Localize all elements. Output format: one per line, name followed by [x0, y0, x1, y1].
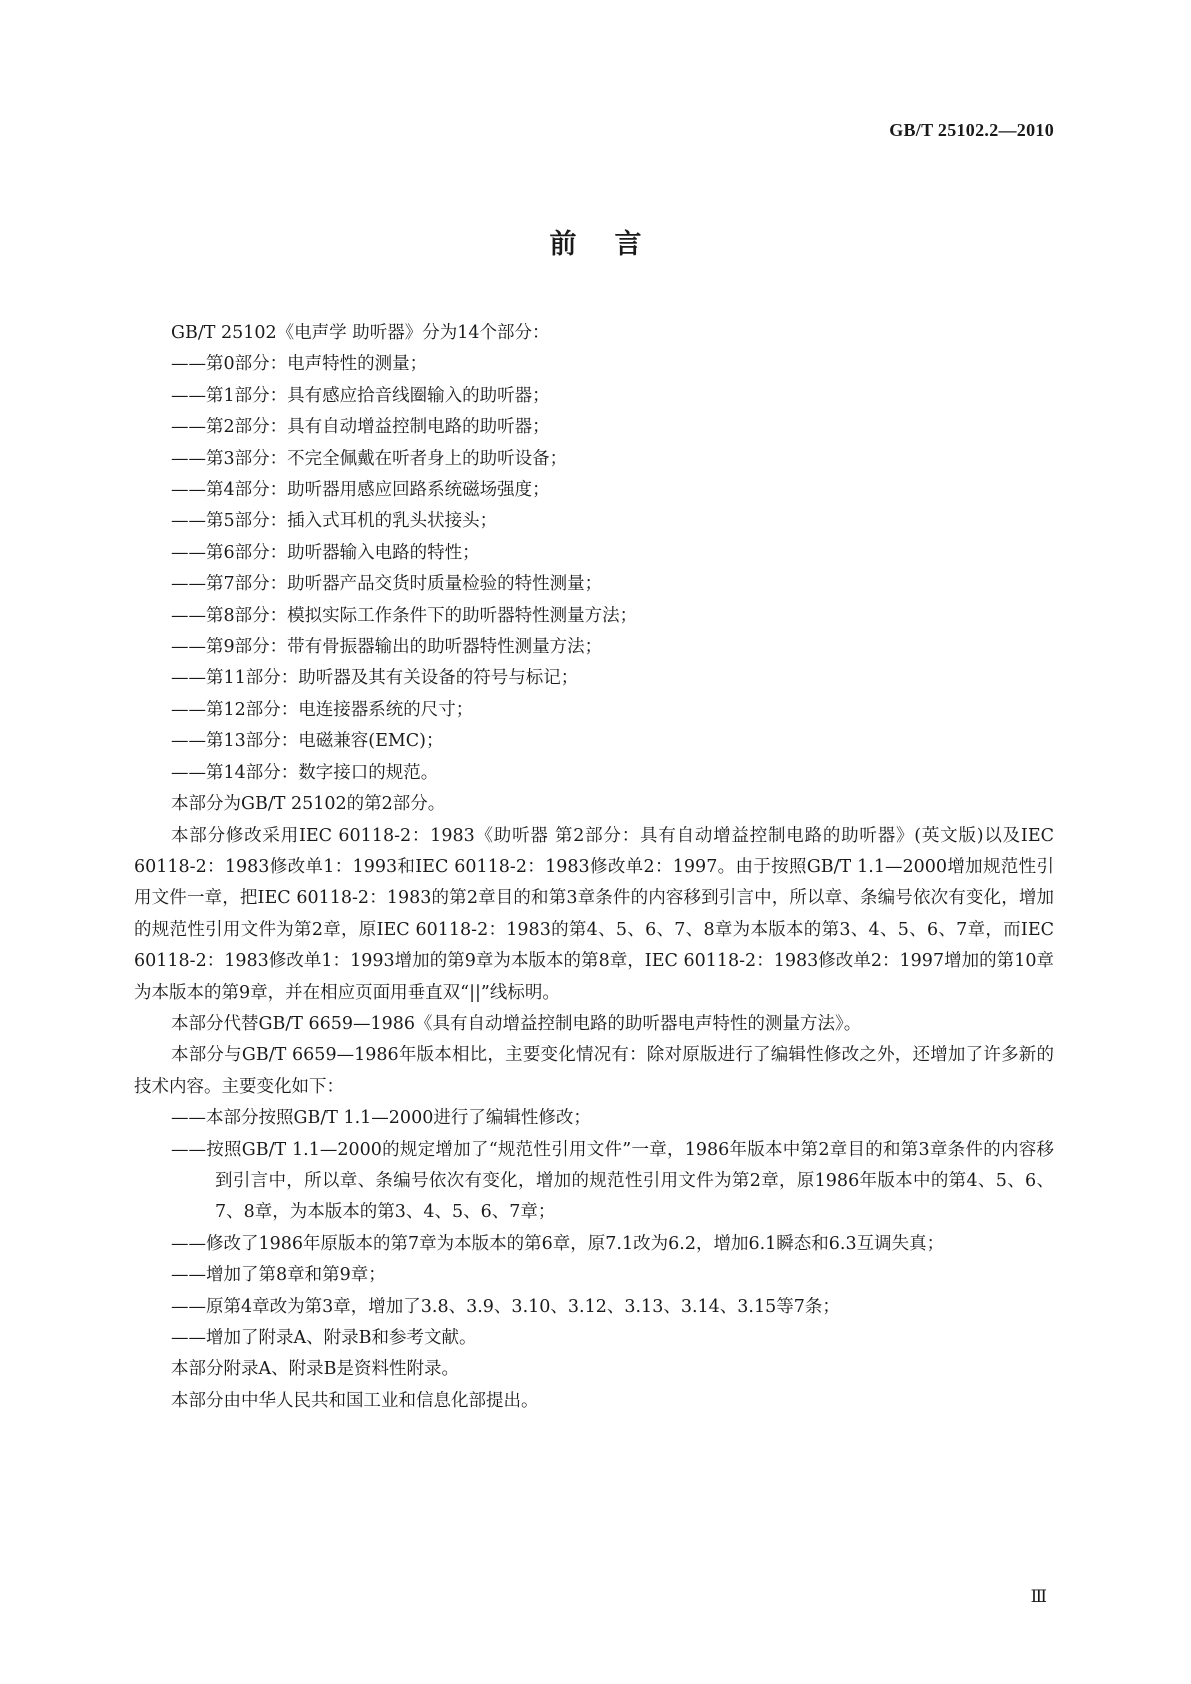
- list-item: ——增加了第8章和第9章；: [171, 1265, 386, 1286]
- list-item: ——按照GB/T 1.1—2000的规定增加了“规范性引用文件”一章，1986年版本中第2章目的和第3章条件的内容移到引言中，所以章、条编号依次有变化，增加的规范性引用文件为第2章，原1986年版本中的第4、5、6、7、8章，为本版本的第3、4、5、6、7章；: [171, 1139, 1054, 1223]
- proposed-by-paragraph: 本部分由中华人民共和国工业和信息化部提出。: [171, 1390, 539, 1411]
- list-item: ——修改了1986年原版本的第7章为本版本的第6章，原7.1改为6.2，增加6.1瞬态和6.3互调失真；: [171, 1233, 945, 1254]
- list-item: ——增加了附录A、附录B和参考文献。: [171, 1328, 477, 1348]
- list-item: ——第14部分：数字接口的规范。: [171, 762, 439, 783]
- list-item: ——第1部分：具有感应拾音线圈输入的助听器；: [171, 385, 550, 406]
- list-item: ——第11部分：助听器及其有关设备的符号与标记；: [171, 668, 579, 689]
- list-item: ——第2部分：具有自动增益控制电路的助听器；: [171, 417, 550, 438]
- list-item: ——第8部分：模拟实际工作条件下的助听器特性测量方法；: [171, 605, 638, 626]
- changes-paragraph: 本部分与GB/T 6659—1986年版本相比，主要变化情况有：除对原版进行了编辑性修改之外，还增加了许多新的技术内容。主要变化如下：: [134, 1045, 1054, 1097]
- parts-list: [134, 349, 1054, 789]
- list-item: ——原第4章改为第3章，增加了3.8、3.9、3.10、3.12、3.13、3.14、3.15等7条；: [171, 1296, 840, 1317]
- foreword-body: [134, 318, 1054, 1417]
- page-title: 前言: [549, 229, 680, 260]
- standard-code: GB/T 25102.2—2010: [889, 120, 1054, 140]
- list-item: ——第6部分：助听器输入电路的特性；: [171, 542, 480, 563]
- annex-paragraph: 本部分附录A、附录B是资料性附录。: [171, 1359, 459, 1380]
- list-item: ——第3部分：不完全佩戴在听者身上的助听设备；: [171, 448, 568, 469]
- list-item: ——第13部分：电磁兼容(EMC)；: [171, 731, 444, 752]
- changes-list: [134, 1103, 1054, 1354]
- part-statement: 本部分为GB/T 25102的第2部分。: [171, 794, 446, 815]
- list-item: ——第4部分：助听器用感应回路系统磁场强度；: [171, 480, 550, 501]
- list-item: ——第9部分：带有骨振器输出的助听器特性测量方法；: [171, 637, 603, 658]
- replacement-paragraph: 本部分代替GB/T 6659—1986《具有自动增益控制电路的助听器电声特性的测量方法》。: [171, 1013, 862, 1034]
- list-item: ——第7部分：助听器产品交货时质量检验的特性测量；: [171, 574, 603, 595]
- page-number: Ⅲ: [1030, 1587, 1047, 1606]
- intro-paragraph: GB/T 25102《电声学 助听器》分为14个部分：: [171, 323, 550, 343]
- adoption-paragraph: 本部分修改采用IEC 60118-2：1983《助听器 第2部分：具有自动增益控制电路的助听器》(英文版)以及IEC 60118-2：1983修改单1：1993和IEC 60118-2：1983修改单2：1997。由于按照GB/T 1.1—2000增加规范性引用文件一章，把IEC 60118-2：1983的第2章目的和第3章条件的内容移到引言中，所以章、条编号依次有变化，增加的规范性引用文件为第2章，原IEC 60118-2：1983的第4、5、6、7、8章为本版本的第3、4、5、6、7章，而IEC 60118-2：1983修改单1：1993增加的第9章为本版本的第8章，IEC 60118-2：1983修改单2：1997增加的第10章为本版本的第9章，并在相应页面用垂直双“||”线标明。: [134, 825, 1054, 1003]
- list-item: ——第12部分：电连接器系统的尺寸；: [171, 699, 474, 720]
- list-item: ——第0部分：电声特性的测量；: [171, 354, 428, 375]
- list-item: ——本部分按照GB/T 1.1—2000进行了编辑性修改；: [171, 1108, 591, 1129]
- list-item: ——第5部分：插入式耳机的乳头状接头；: [171, 511, 498, 532]
